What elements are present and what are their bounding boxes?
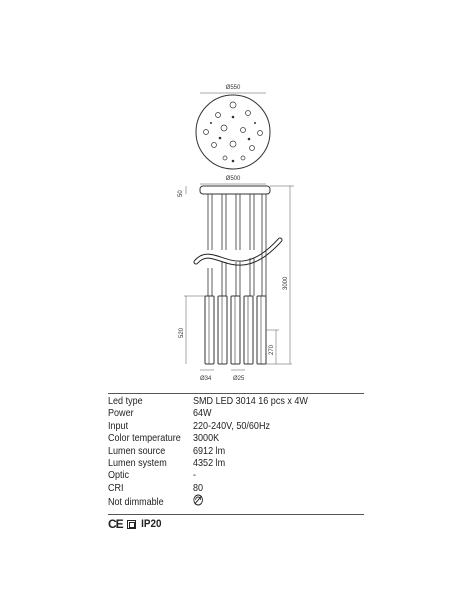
- spec-label: Optic: [108, 469, 130, 482]
- total-height-label: 3000: [283, 276, 289, 290]
- spec-row: [108, 395, 364, 407]
- spec-row: [108, 420, 364, 432]
- spec-row: [108, 469, 364, 481]
- canopy-height-label: 50: [178, 190, 184, 197]
- spec-row: [108, 494, 364, 509]
- short-tube-length-label: 270: [269, 344, 275, 355]
- spec-label: Not dimmable: [108, 495, 164, 508]
- spec-row: [108, 407, 364, 419]
- not-dimmable-icon: [193, 494, 203, 506]
- spec-value: SMD LED 3014 16 pcs x 4W: [192, 395, 308, 407]
- canopy-top-circle: [196, 95, 270, 169]
- ce-mark: CE: [108, 517, 123, 531]
- side-view: [178, 176, 294, 382]
- spec-value: 4352 lm: [192, 457, 225, 470]
- tube-diameter-small-label: Ø25: [233, 376, 245, 382]
- spec-value: -: [192, 469, 196, 482]
- spec-label: Power: [108, 407, 134, 420]
- canopy-side: [200, 186, 270, 194]
- spec-row: [108, 432, 364, 444]
- spec-row: [108, 482, 364, 494]
- top-view: [196, 85, 270, 169]
- tube-diameter-large-label: Ø34: [200, 376, 212, 382]
- spec-label: Lumen system: [108, 457, 167, 470]
- table-bottom-rule: [108, 514, 364, 515]
- spec-value: 3000K: [192, 432, 219, 445]
- spec-value: 6912 lm: [192, 444, 225, 457]
- spec-table: [108, 395, 364, 510]
- spec-label: Color temperature: [108, 432, 181, 445]
- table-top-rule: [108, 393, 364, 394]
- ip-rating: IP20: [140, 518, 162, 530]
- spec-value: 220-240V, 50/60Hz: [192, 419, 270, 432]
- pendant-tubes: [205, 296, 266, 364]
- spec-value: 64W: [192, 407, 212, 420]
- spec-row: [108, 457, 364, 469]
- canopy-diameter-label: Ø500: [225, 176, 241, 182]
- top-view-diameter-label: Ø550: [225, 85, 241, 91]
- spec-label: CRI: [108, 481, 124, 494]
- spec-label: Lumen source: [108, 444, 166, 457]
- spec-value: 80: [192, 481, 203, 494]
- spec-row: [108, 445, 364, 457]
- double-insulation-icon: [127, 520, 136, 529]
- tube-length-label: 520: [179, 327, 185, 338]
- spec-value: [193, 494, 340, 509]
- spec-label: Led type: [108, 395, 143, 407]
- spec-label: Input: [108, 419, 129, 432]
- certification-marks: [108, 517, 162, 531]
